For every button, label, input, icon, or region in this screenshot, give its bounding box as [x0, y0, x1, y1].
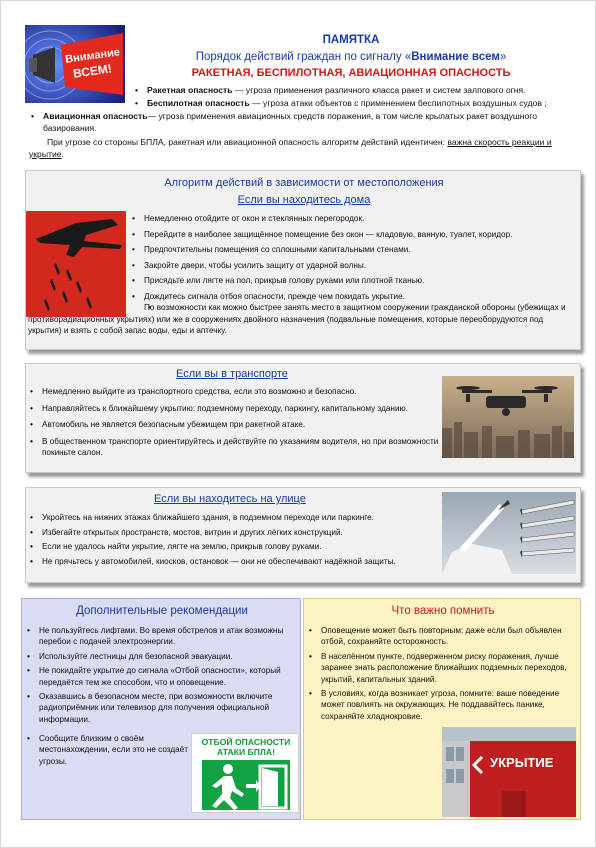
- street-section: [25, 487, 581, 583]
- subtitle-text: Порядок действий граждан по сигналу «: [195, 51, 412, 63]
- list-item: • Используйте лестницы для безопасной эвакуации.: [24, 651, 296, 662]
- street-title: Если вы находитесь на улице: [154, 493, 306, 505]
- svg-text:Внимание: Внимание: [64, 46, 121, 66]
- subtitle-end: »: [499, 51, 507, 63]
- transport-section: [25, 363, 581, 473]
- svg-text:ВСЕМ!: ВСЕМ!: [72, 61, 113, 81]
- intro-note: [29, 137, 579, 160]
- remember-list: [306, 625, 576, 725]
- all-clear-sign-text: ОТБОЙ ОПАСНОСТИ АТАКИ БПЛА!: [201, 737, 291, 757]
- transport-list: [26, 386, 440, 459]
- list-item: • В общественном транспорте ориентируйтесь и действуйте по указаниям водителя, но при возможности покиньте салон.: [26, 436, 440, 459]
- list-item: • Оповещение может быть повторным: даже если был объявлен отбой, сохраняйте осторожность.: [306, 625, 576, 648]
- list-item: • Не покидайте укрытие до сигнала «Отбой опасности», который передаётся тем же способом, что и оповещение.: [24, 665, 296, 688]
- list-item: • Если не удалось найти укрытие, лягте на землю, прикрыв голову руками.: [26, 541, 446, 553]
- list-item: • Направляйтесь к ближайшему укрытию: подземному переходу, паркингу, капитальному зданию.: [26, 403, 440, 415]
- intro-rocket: [147, 85, 587, 97]
- shelter-sign-text: УКРЫТИЕ: [490, 755, 554, 770]
- rocket-term: Ракетная опасность: [147, 85, 233, 95]
- exit-icon: [202, 760, 290, 810]
- subtitle-bold: Внимание всем: [411, 51, 500, 63]
- shelter-photo: [442, 727, 576, 817]
- note-underline: важна скорость реакции и укрытие: [29, 137, 552, 159]
- list-item: • Немедленно отойдите от окон и стеклянных перегородок.: [128, 213, 576, 225]
- extra-title: Дополнительные рекомендации: [76, 605, 248, 617]
- page-title: ПАМЯТКА: [322, 34, 380, 46]
- note-text: При угрозе со стороны БПЛА, ракетная или авиационной опасность алгоритм действий идентичен:: [47, 137, 445, 147]
- missile-launch-photo: [442, 492, 576, 574]
- list-item: • Избегайте открытых пространств, мостов, витрин и других лёгких конструкций.: [26, 527, 446, 539]
- list-item: • По возможности как можно быстрее занять место в защитном сооружении гражданской обороны (убежищах и противорадиационных укрытиях) или же в сооружениях двойного назначения (подвальные помещения, которые переоборудуются под укрытия) и взять с собой запас воды, еды и аптечку.: [28, 302, 576, 337]
- drone-photo: [442, 376, 574, 458]
- street-list: [26, 512, 446, 567]
- list-item: • В населённом пункте, подверженном риску поражения, лучше заранее знать расположение ближайших подземных переходов, укрытий, капитальных зданий.: [306, 651, 576, 685]
- list-item: • Сообщите близким о своём местонахождении, если это не создаёт угрозы.: [24, 733, 192, 767]
- list-item: • Не прячьтесь у автомобилей, киосков, остановок — они не обеспечивают надёжной защиты.: [26, 556, 446, 568]
- drone-term: Беспилотная опасность: [147, 98, 250, 108]
- intro-drone: [147, 98, 587, 110]
- home-list: [128, 213, 576, 302]
- drone-desc: — угроза атаки объектов с применением беспилотных воздушных судов ;: [252, 98, 547, 108]
- all-clear-sign: [191, 733, 299, 813]
- algorithm-heading: Алгоритм действий в зависимости от местоположения: [164, 177, 444, 189]
- transport-title: Если вы в транспорте: [176, 368, 288, 380]
- remember-title: Что важно помнить: [391, 605, 495, 617]
- note-end: .: [61, 148, 64, 159]
- extra-list-last: [24, 733, 192, 770]
- list-item: • Закройте двери, чтобы усилить защиту от ударной волны.: [128, 260, 576, 272]
- list-item: • Укройтесь на нижних этажах ближайшего здания, в подземном переходе или паркинге.: [26, 512, 446, 524]
- air-desc: — угроза применения авиационных средств поражения, в том числе крылатых ракет воздушного базирования.: [43, 111, 538, 133]
- list-item: • Присядьте или лягте на пол, прикрыв голову руками или плотной тканью.: [128, 275, 576, 287]
- list-item: • Оказавшись в безопасном месте, при возможности включите радиоприёмник или телевизор для получения официальной информации.: [24, 691, 296, 725]
- home-section: [25, 170, 581, 350]
- list-item: • В условиях, когда возникает угроза, помните: ваше поведение может повлиять на окружающих. Не поддавайтесь панике, сохраняйте хладнокровие.: [306, 688, 576, 722]
- intro-air: [43, 111, 579, 134]
- remember-panel: [303, 598, 581, 820]
- page-subtitle: [131, 51, 571, 63]
- rocket-desc: — угроза применения различного класса ракет и систем залпового огня.: [234, 85, 526, 95]
- list-item: • Перейдите в наиболее защищённое помещение без окон — кладовую, ванную, туалет, коридор.: [128, 229, 576, 241]
- extra-list: [24, 625, 296, 728]
- attention-all-image: [25, 25, 125, 103]
- list-item: • Немедленно выйдите из транспортного средства, если это возможно и безопасно.: [26, 386, 440, 398]
- list-item: • Дождитесь сигнала отбоя опасности, прежде чем покидать укрытие.: [128, 291, 576, 303]
- home-list-last: [28, 302, 576, 337]
- home-title: Если вы находитесь дома: [237, 194, 371, 206]
- air-term: Авиационная опасность: [43, 111, 148, 121]
- list-item: • Не пользуйтесь лифтами. Во время обстрелов и атак возможны перебои с подачей электроэнергии.: [24, 625, 296, 648]
- list-item: • Автомобиль не является безопасным убежищем при ракетной атаке.: [26, 419, 440, 431]
- list-item: • Предпочтительны помещения со сплошными капитальными стенами.: [128, 244, 576, 256]
- danger-heading: РАКЕТНАЯ, БЕСПИЛОТНАЯ, АВИАЦИОННАЯ ОПАСНОСТЬ: [191, 67, 511, 79]
